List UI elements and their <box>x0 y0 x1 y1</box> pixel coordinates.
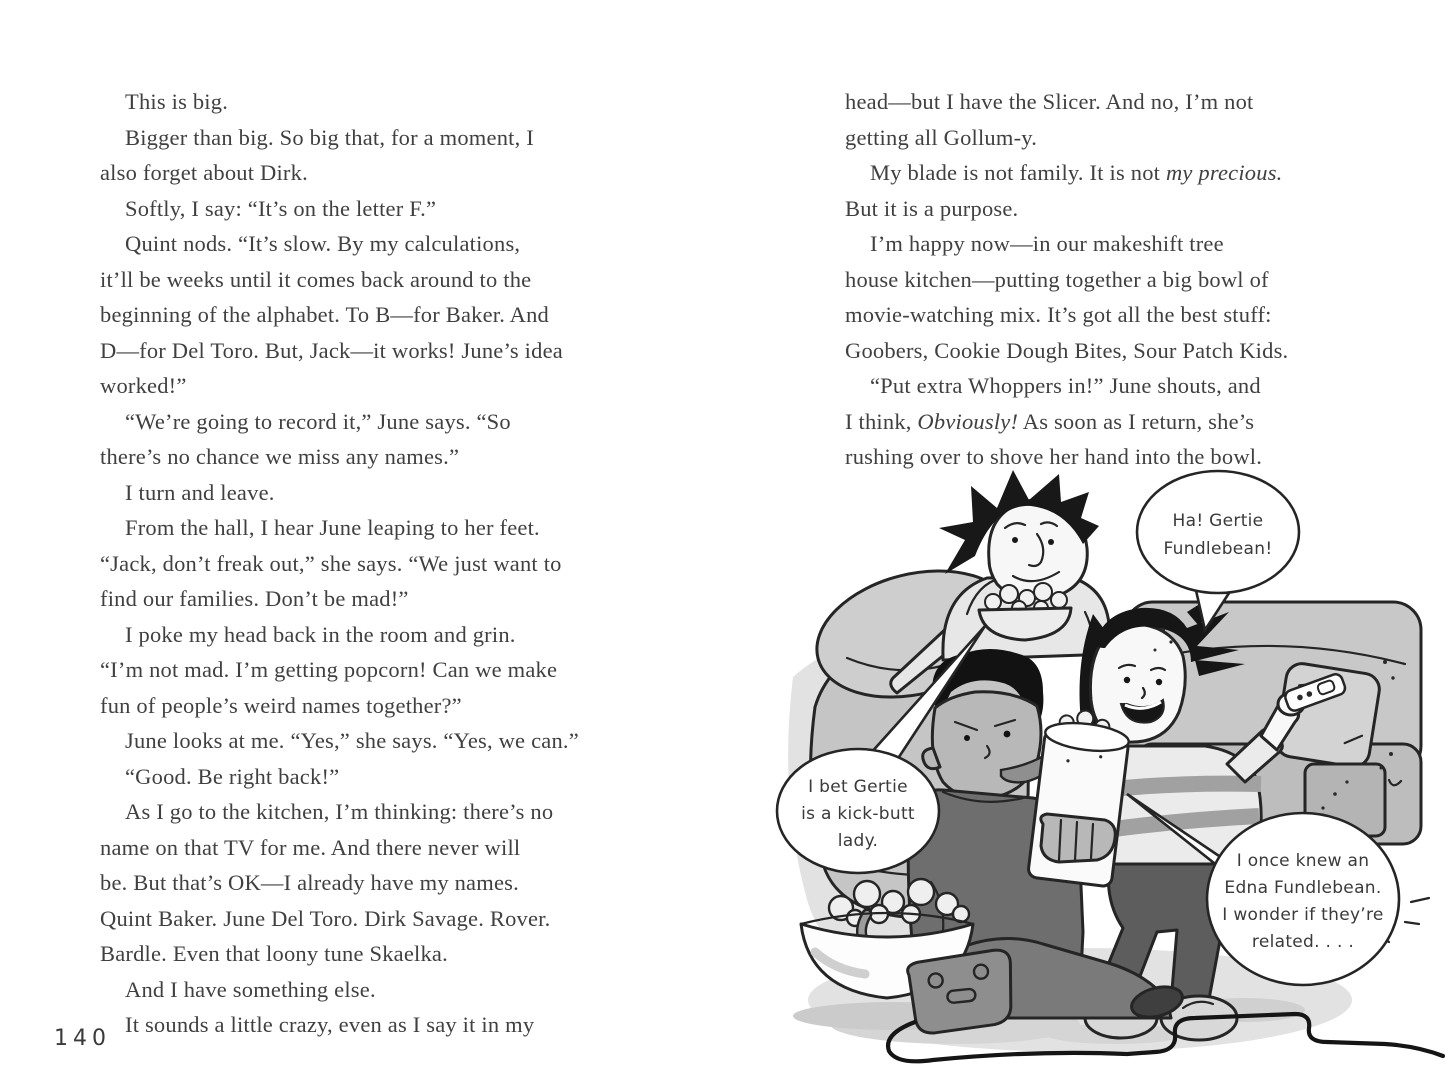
text-line <box>845 297 1413 333</box>
body-text: Quint nods. “It’s slow. By my calculations, <box>125 231 521 256</box>
body-text: it’ll be weeks until it comes back around to the <box>100 266 532 292</box>
bubble-text-line: I once knew an <box>1236 851 1370 871</box>
body-text: I turn and leave. <box>125 479 275 505</box>
body-text: name on that TV for me. And there never will <box>100 834 521 860</box>
text-line <box>100 297 662 333</box>
body-text: “Good. Be right back!” <box>125 763 340 789</box>
text-line <box>845 262 1413 298</box>
text-line <box>845 191 1413 227</box>
text-line <box>845 155 1413 191</box>
body-text: be. But that’s OK—I already have my names. <box>100 870 519 895</box>
body-text: I think, <box>845 408 918 434</box>
text-line <box>845 333 1413 369</box>
text-line <box>100 581 662 617</box>
bubble-text-line: I bet Gertie <box>808 777 908 797</box>
body-text: “We’re going to record it,” June says. “So <box>125 408 511 434</box>
illustration <box>775 462 1445 1084</box>
body-text: “Jack, don’t freak out,” she says. “We just want to <box>100 550 562 576</box>
text-line <box>100 652 662 688</box>
text-line <box>845 368 1413 404</box>
body-text: getting all Gollum-y. <box>845 124 1038 150</box>
italic-text: my precious. <box>1165 160 1283 185</box>
text-line <box>100 617 662 653</box>
text-line <box>100 723 662 759</box>
body-text: Bardle. Even that loony tune Skaelka. <box>100 941 448 966</box>
bubble-text-line: I wonder if they’re <box>1222 905 1384 925</box>
text-line <box>100 226 662 262</box>
body-text: Quint Baker. June Del Toro. Dirk Savage. Rover. <box>100 905 551 931</box>
body-text: As soon as I return, she’s <box>1018 408 1255 434</box>
text-line <box>100 368 662 404</box>
text-line <box>100 936 662 972</box>
body-text: As I go to the kitchen, I’m thinking: there’s no <box>125 799 554 824</box>
text-line <box>100 546 662 582</box>
text-line <box>100 120 662 156</box>
text-line <box>100 191 662 227</box>
body-text: find our families. Don’t be mad!” <box>100 586 409 611</box>
body-text: I’m happy now—in our makeshift tree <box>870 231 1224 256</box>
text-line <box>100 865 662 901</box>
body-text: “Put extra Whoppers in!” June shouts, and <box>870 373 1261 398</box>
text-line <box>100 404 662 440</box>
body-text: also forget about Dirk. <box>100 160 308 185</box>
body-text: This is big. <box>125 89 229 114</box>
body-text: From the hall, I hear June leaping to her feet. <box>125 515 540 540</box>
text-line <box>100 1007 662 1043</box>
text-line <box>845 226 1413 262</box>
text-line <box>100 155 662 191</box>
body-text: June looks at me. “Yes,” she says. “Yes, we can.” <box>125 728 579 753</box>
body-text: And I have something else. <box>125 976 376 1002</box>
bubble-text-line: is a kick-butt <box>801 804 915 824</box>
body-text: Softly, I say: “It’s on the letter F.” <box>125 195 437 221</box>
text-line <box>100 84 662 120</box>
italic-text: Obviously! <box>917 408 1019 434</box>
bubble-text-line: related. . . . <box>1251 932 1355 952</box>
left-page-text <box>100 84 662 1043</box>
body-text: I poke my head back in the room and grin. <box>125 621 516 647</box>
text-line <box>845 404 1413 440</box>
body-text: It sounds a little crazy, even as I say it in my <box>125 1012 535 1037</box>
body-text: there’s no chance we miss any names.” <box>100 444 460 469</box>
text-line <box>100 475 662 511</box>
body-text: Bigger than big. So big that, for a moment, I <box>125 124 534 150</box>
body-text: house kitchen—putting together a big bowl of <box>845 266 1269 292</box>
text-line <box>100 759 662 795</box>
body-text: worked!” <box>100 373 187 398</box>
body-text: head—but I have the Slicer. And no, I’m not <box>845 89 1254 114</box>
body-text: fun of people’s weird names together?” <box>100 692 462 718</box>
right-page-text <box>845 84 1413 475</box>
body-text: D—for Del Toro. But, Jack—it works! June’s idea <box>100 337 563 363</box>
body-text: Goobers, Cookie Dough Bites, Sour Patch Kids. <box>845 337 1289 363</box>
text-line <box>100 688 662 724</box>
text-line <box>100 333 662 369</box>
text-line <box>100 439 662 475</box>
bubble-text-line: Edna Fundlebean. <box>1224 878 1382 898</box>
bubble-text-line: Ha! Gertie <box>1172 511 1264 531</box>
text-line <box>100 510 662 546</box>
text-line <box>100 262 662 298</box>
body-text: “I’m not mad. I’m getting popcorn! Can we make <box>100 657 558 682</box>
body-text: But it is a purpose. <box>845 195 1019 221</box>
text-line <box>100 830 662 866</box>
text-line <box>845 120 1413 156</box>
bubble-text-line: lady. <box>837 831 879 851</box>
body-text: rushing over to shove her hand into the bowl. <box>845 444 1263 469</box>
text-line <box>100 794 662 830</box>
text-line <box>100 901 662 937</box>
body-text: My blade is not family. It is not <box>870 160 1166 185</box>
text-line <box>100 972 662 1008</box>
page-number: 140 <box>54 1026 111 1051</box>
text-line <box>845 84 1413 120</box>
bubble-text-line: Fundlebean! <box>1163 539 1273 559</box>
body-text: movie-watching mix. It’s got all the best stuff: <box>845 302 1272 327</box>
body-text: beginning of the alphabet. To B—for Baker. And <box>100 302 550 327</box>
